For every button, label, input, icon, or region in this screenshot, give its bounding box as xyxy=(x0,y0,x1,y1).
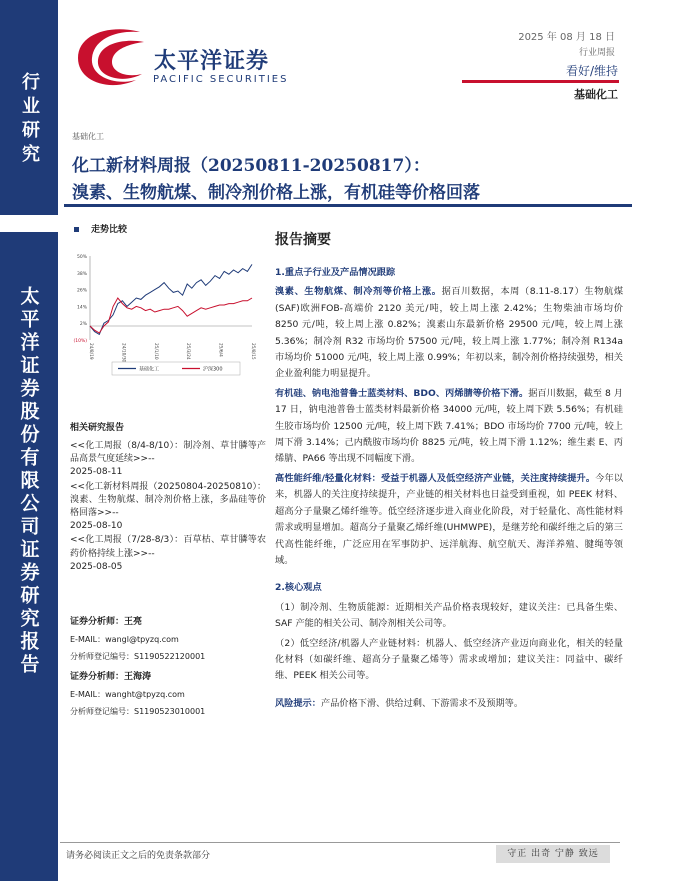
chart-x-tick-label: 25/1/10 xyxy=(152,343,158,360)
chart-y-tick-label: 38% xyxy=(76,271,87,277)
chart-y-tick-label: 26% xyxy=(76,288,87,294)
view-2: （2）低空经济/机器人产业链材料：机器人、低空经济产业迈向商业化，相关的轻量化材料（如碳纤维、超高分子量聚乙烯等）需求或增加；建议关注：同益中、碳纤维、PEEK 相关公司等。 xyxy=(275,637,623,682)
paragraph-text: 据百川数据，截至 8 月 17 日，钠电池普鲁士蓝类材料最新价格 34000 元/吨，较上周下跌 5.56%；有机硅生胶市场均价 12500 元/吨，较上周下跌 7.41%；BDO 市场均价 7700 元/吨，较上周下滑 3.14%；己内酰胺市场均价 8825 元/吨，较上周下滑 1.12%；维生素 E、丙烯腈、PA66 等出现不同幅度下滑。 xyxy=(275,387,623,465)
paragraph-highlight: 溴素、生物航煤、制冷剂等价格上涨。 xyxy=(275,286,442,298)
chart-y-tick-label: 50% xyxy=(76,255,87,260)
analyst-label: 证券分析师： xyxy=(70,617,125,627)
related-reports-list xyxy=(70,440,266,575)
related-report-item[interactable] xyxy=(70,440,266,480)
analyst-name: 王亮 xyxy=(124,617,143,627)
paragraph-price-down xyxy=(275,386,623,468)
chart-x-tick-label: 25/6/4 xyxy=(217,343,223,357)
trend-label-text: 走势比较 xyxy=(91,225,128,235)
chart-series-line xyxy=(90,264,252,334)
analyst-reg-number: 分析师登记编号：S1190522120001 xyxy=(70,652,206,661)
breadcrumb: 基础化工 xyxy=(72,132,104,141)
side-band-top-text: 行业研究 xyxy=(19,72,40,168)
sector-label: 基础化工 xyxy=(574,88,618,101)
summary-body xyxy=(275,265,623,715)
analyst-email[interactable]: E-MAIL：wanght@tpyzq.com xyxy=(70,690,185,699)
analyst-block xyxy=(70,614,205,665)
side-band-bottom-text: 太平洋证券股份有限公司证券研究报告 xyxy=(17,286,40,677)
report-date: 2025 年 08 月 18 日 xyxy=(518,32,615,43)
chart-y-tick-label: 2% xyxy=(79,322,87,328)
trend-chart xyxy=(68,248,258,378)
side-band-top xyxy=(0,0,58,215)
chart-x-tick-label: 25/3/24 xyxy=(185,343,191,360)
report-title-line1: 化工新材料周报（20250811-20250817）： xyxy=(72,156,430,176)
title-divider xyxy=(64,204,632,207)
analyst-reg-number: 分析师登记编号：S1190523010001 xyxy=(70,707,206,716)
related-report-item[interactable] xyxy=(70,481,266,534)
paragraph-highlight: 有机硅、钠电池普鲁士蓝类材料、BDO、丙烯腈等价格下滑。 xyxy=(275,387,529,399)
chart-series-line xyxy=(90,298,252,333)
trend-chart-svg xyxy=(68,248,258,378)
chart-x-tick-label: 24/8/19 xyxy=(88,343,93,360)
related-report-text: <<化工周报（8/4-8/10）：制冷剂、草甘膦等产品高景气度延续>>-- xyxy=(70,441,266,465)
section-2-title: 2.核心观点 xyxy=(275,582,322,594)
rating: 看好/维持 xyxy=(565,64,618,78)
related-report-date: 2025-08-05 xyxy=(70,561,123,572)
analyst-email[interactable]: E-MAIL：wangl@tpyzq.com xyxy=(70,635,179,644)
paragraph-highlight: 高性能纤维/轻量化材料：受益于机器人及低空经济产业链，关注度持续提升。 xyxy=(275,472,596,484)
risk-label: 风险提示： xyxy=(275,697,321,709)
chart-x-tick-label: 25/8/15 xyxy=(250,343,255,360)
rating-divider xyxy=(462,80,619,83)
related-report-date: 2025-08-10 xyxy=(70,521,123,532)
chart-y-tick-label: 14% xyxy=(76,305,87,311)
summary-heading: 报告摘要 xyxy=(275,232,331,248)
company-name-en: PACIFIC SECURITIES xyxy=(153,74,289,85)
analyst-name: 王海涛 xyxy=(124,672,152,682)
square-bullet-icon xyxy=(74,227,79,232)
chart-x-tick-label: 24/10/30 xyxy=(120,343,126,363)
risk-text: 产品价格下滑、供给过剩、下游需求不及预期等。 xyxy=(320,697,524,709)
paragraph-materials xyxy=(275,471,623,569)
footer-disclaimer: 请务必阅读正文之后的免责条款部分 xyxy=(66,851,211,861)
trend-section-label xyxy=(74,222,127,235)
related-report-text: <<化工新材料周报（20250804-20250810）：溴素、生物航煤、制冷剂价格上涨，多晶硅等价格回落>>-- xyxy=(70,481,266,519)
company-name: 太平洋证券 xyxy=(154,49,270,74)
footer-divider xyxy=(60,842,620,843)
related-reports-title: 相关研究报告 xyxy=(70,423,125,433)
chart-legend-label: 基础化工 xyxy=(139,366,160,373)
related-report-date: 2025-08-11 xyxy=(70,467,123,478)
analyst-block xyxy=(70,669,205,720)
related-report-item[interactable] xyxy=(70,534,266,574)
side-band-bottom xyxy=(0,232,58,881)
section-1-title: 1.重点子行业及产品情况跟踪 xyxy=(275,267,396,278)
report-type: 行业周报 xyxy=(578,48,615,58)
chart-y-tick-label: (10%) xyxy=(73,339,87,344)
analyst-label: 证券分析师： xyxy=(70,672,125,682)
risk-paragraph xyxy=(275,696,623,712)
paragraph-price-up xyxy=(275,284,623,382)
related-report-text: <<化工周报（7/28-8/3）：百草枯、草甘膦等农药价格持续上涨>>-- xyxy=(70,535,266,559)
chart-legend-label: 沪深300 xyxy=(203,366,223,373)
footer-motto: 守正 出奇 宁静 致远 xyxy=(496,845,610,863)
paragraph-text: 今年以来，机器人的关注度持续提升，产业链的相关材料也日益受到重视，如 PEEK 材料、超高分子量聚乙烯纤维等。低空经济逐步进入商业化阶段，对于轻量化、高性能材料需求或明显增加。超高分子量聚乙烯纤维(UHMWPE)，是继芳纶和碳纤维之后的第三代高性能纤维，广泛应用在军事防护、远洋航海、航空航天、海洋养殖、腱绳等领域。 xyxy=(275,472,624,566)
paragraph-text: 据百川数据，本周（8.11-8.17）生物航煤(SAF)欧洲FOB-高端价 2120 美元/吨，较上周上涨 2.42%；生物柴油市场均价 8250 元/吨，较上周上涨 0.82%；溴素山东最新价格 29500 元/吨，较上周上涨 5.36%；制冷剂 R32 市场均价 57500 元/吨，较上周上涨 1.77%；制冷剂 R134a 市场均价 51000 元/吨，较上周上涨 0.99%；年初以来，制冷剂价格持续强势，相关企业盈利能力明显提升。 xyxy=(275,286,624,380)
view-1: （1）制冷剂、生物质能源：近期相关产品价格表现较好，建议关注：已具备生柴、SAF 产能的相关公司、制冷剂相关公司等。 xyxy=(275,601,623,630)
report-title-line2: 溴素、生物航煤、制冷剂价格上涨，有机硅等价格回落 xyxy=(72,183,480,203)
